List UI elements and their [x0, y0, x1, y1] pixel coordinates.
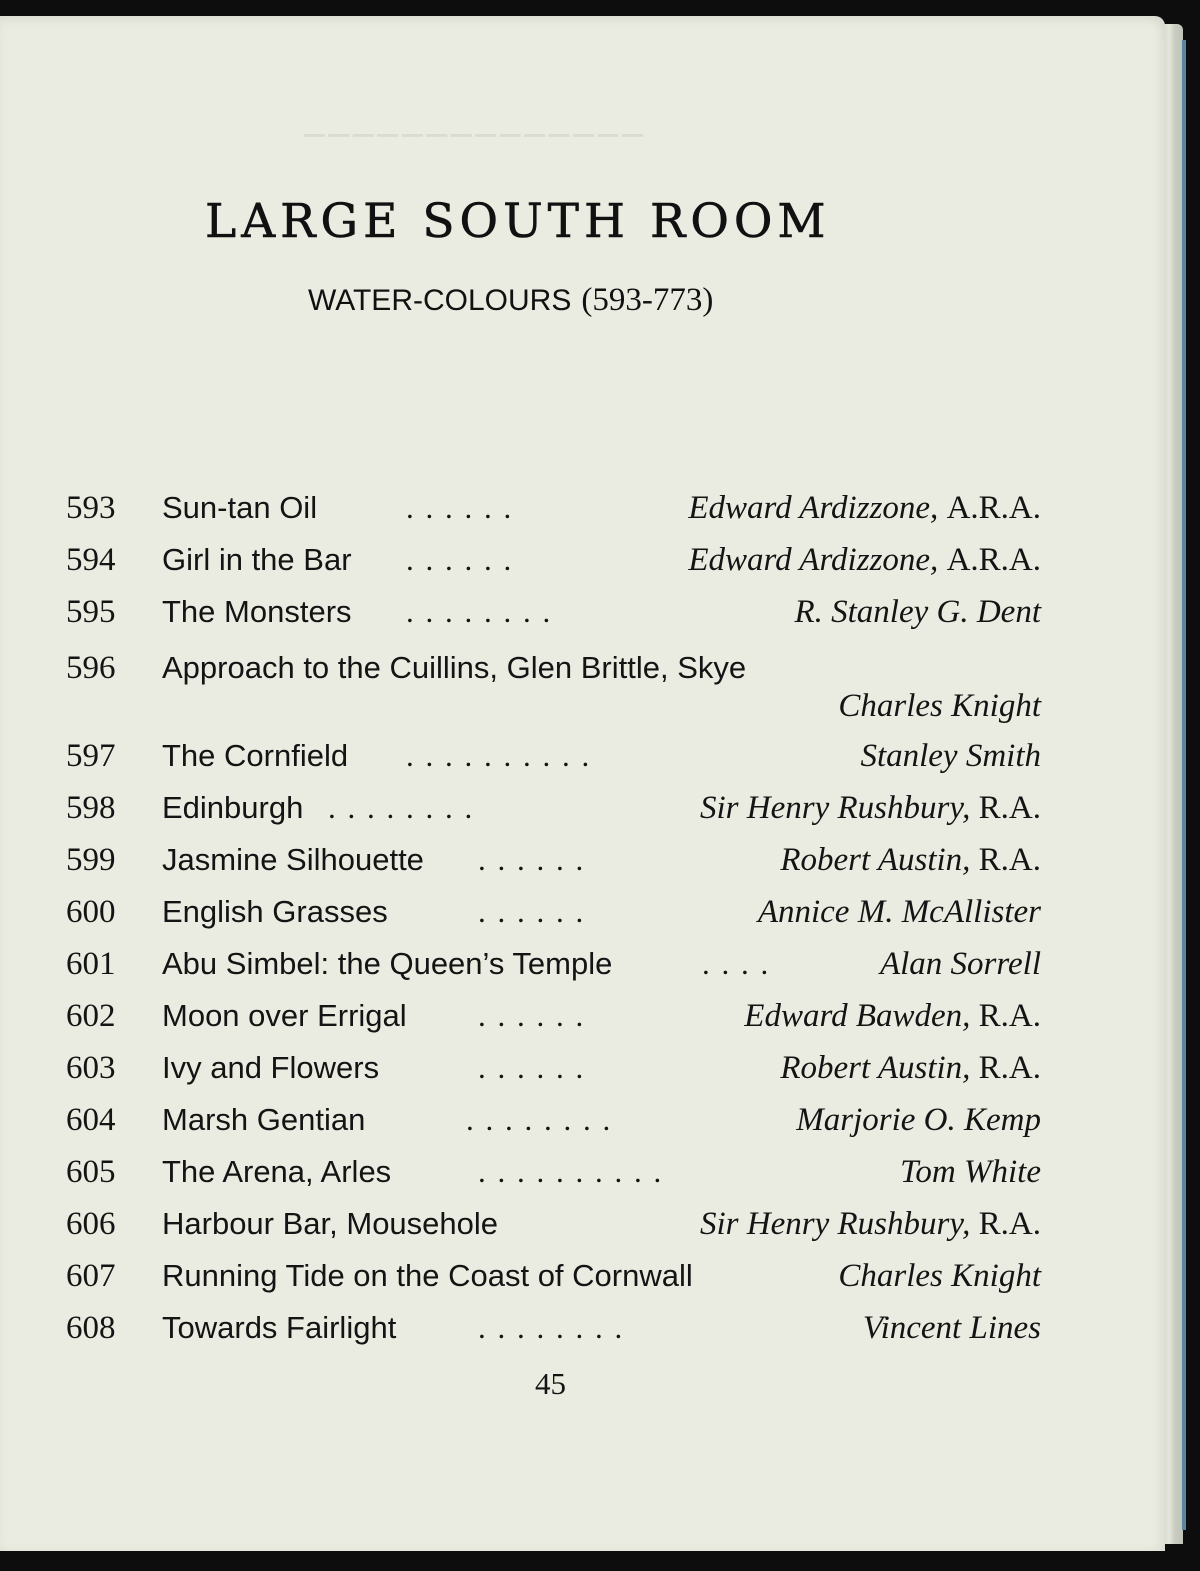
artist-honours: R.A. [978, 1050, 1041, 1086]
leader-dots: . . . . . . . . . . [406, 738, 592, 773]
list-item [66, 650, 1041, 734]
entry-number: 600 [66, 894, 116, 930]
entry-artist [700, 1206, 1041, 1243]
leader-dots: . . . . [702, 946, 771, 981]
entry-number: 594 [66, 542, 116, 578]
entry-title: Edinburgh [162, 790, 304, 825]
entry-number: 607 [66, 1258, 116, 1294]
leader-dots: . . . . . . [478, 894, 586, 929]
entry-number: 598 [66, 790, 116, 826]
list-item [66, 894, 1041, 938]
entry-artist [688, 542, 1041, 579]
entry-artist [880, 946, 1041, 983]
leader-dots: . . . . . . . . [478, 1310, 625, 1345]
list-item [66, 594, 1041, 638]
artist-name: Alan Sorrell [879, 946, 1041, 982]
entry-artist [796, 1102, 1041, 1139]
catalogue-number-range: (593-773) [581, 282, 714, 318]
entry-number: 599 [66, 842, 116, 878]
list-item [66, 1258, 1041, 1302]
page-edge [1163, 24, 1183, 1544]
list-item [66, 738, 1041, 782]
artist-name: Vincent Lines [862, 1310, 1041, 1346]
section-subtitle [308, 282, 713, 319]
list-item [66, 1154, 1041, 1198]
leader-dots: . . . . . . . . [406, 594, 553, 629]
entry-artist [780, 1050, 1041, 1087]
list-item [66, 998, 1041, 1042]
entry-title: Approach to the Cuillins, Glen Brittle, Skye [162, 650, 747, 685]
list-item [66, 1050, 1041, 1094]
artist-name: Edward Ardizzone, [688, 490, 939, 526]
entry-artist [794, 594, 1041, 631]
entry-number: 601 [66, 946, 116, 982]
artist-name: Robert Austin, [780, 1050, 971, 1086]
entry-artist [744, 998, 1041, 1035]
artist-honours: R.A. [978, 790, 1041, 826]
artist-name: Annice M. McAllister [757, 894, 1041, 930]
artist-honours: A.R.A. [946, 542, 1041, 578]
leader-dots: . . . . . . [478, 1050, 586, 1085]
entry-title: Marsh Gentian [162, 1102, 366, 1137]
artist-name: R. Stanley G. Dent [794, 594, 1041, 630]
entry-artist [900, 1154, 1041, 1191]
entry-title: The Cornfield [162, 738, 349, 773]
list-item [66, 1206, 1041, 1250]
artist-name: Edward Bawden, [744, 998, 971, 1034]
page-edge-binding [1182, 40, 1186, 1530]
artist-name: Tom White [900, 1154, 1041, 1190]
list-item [66, 542, 1041, 586]
leader-dots: . . . . . . [478, 998, 586, 1033]
artist-honours: R.A. [978, 842, 1041, 878]
entry-title: English Grasses [162, 894, 388, 929]
artist-name: Robert Austin, [780, 842, 971, 878]
show-through-decoration: ────────────── [300, 116, 643, 156]
artist-name: Stanley Smith [860, 738, 1041, 774]
entry-number: 603 [66, 1050, 116, 1086]
entry-number: 596 [66, 650, 116, 686]
list-item [66, 842, 1041, 886]
entry-artist [700, 790, 1041, 827]
entry-artist [688, 490, 1041, 527]
entry-title: Moon over Errigal [162, 998, 407, 1033]
list-item [66, 946, 1041, 990]
leader-dots: . . . . . . . . [466, 1102, 613, 1137]
entry-title: Girl in the Bar [162, 542, 352, 577]
leader-dots: . . . . . . [478, 842, 586, 877]
entry-number: 597 [66, 738, 116, 774]
entry-title: Jasmine Silhouette [162, 842, 424, 877]
entry-title: The Monsters [162, 594, 352, 629]
entry-number: 602 [66, 998, 116, 1034]
entry-artist [863, 1310, 1041, 1347]
entry-title: Harbour Bar, Mousehole [162, 1206, 499, 1241]
leader-dots: . . . . . . . . [328, 790, 475, 825]
leader-dots: . . . . . . [406, 542, 514, 577]
list-item [66, 1310, 1041, 1354]
entry-title: Sun-tan Oil [162, 490, 318, 525]
entry-number: 595 [66, 594, 116, 630]
artist-honours: R.A. [978, 998, 1041, 1034]
entry-artist: Charles Knight [838, 688, 1041, 724]
artist-name: Sir Henry Rushbury, [700, 790, 971, 826]
entry-title: Towards Fairlight [162, 1310, 397, 1345]
entry-title: Abu Simbel: the Queen’s Temple [162, 946, 613, 981]
artist-name: Charles Knight [838, 1258, 1041, 1294]
artist-name: Edward Ardizzone, [688, 542, 939, 578]
entry-title: Running Tide on the Coast of Cornwall [162, 1258, 693, 1293]
list-item [66, 790, 1041, 834]
artist-name: Marjorie O. Kemp [796, 1102, 1041, 1138]
leader-dots: . . . . . . . . . . [478, 1154, 664, 1189]
entry-number: 605 [66, 1154, 116, 1190]
artist-honours: A.R.A. [946, 490, 1041, 526]
entry-number: 608 [66, 1310, 116, 1346]
entry-title: The Arena, Arles [162, 1154, 392, 1189]
leader-dots: . . . . . . [406, 490, 514, 525]
page-title: LARGE SOUTH ROOM [205, 194, 831, 249]
entry-number: 606 [66, 1206, 116, 1242]
artist-name: Sir Henry Rushbury, [700, 1206, 971, 1242]
page-number: 45 [535, 1366, 566, 1401]
entry-artist [860, 738, 1041, 775]
list-item [66, 1102, 1041, 1146]
entry-number: 604 [66, 1102, 116, 1138]
entry-artist [780, 842, 1041, 879]
subtitle-text: WATER-COLOURS [308, 284, 572, 317]
entry-artist [758, 894, 1041, 931]
entry-number: 593 [66, 490, 116, 526]
entry-artist [838, 1258, 1041, 1295]
list-item [66, 490, 1041, 534]
artist-honours: R.A. [978, 1206, 1041, 1242]
entry-title: Ivy and Flowers [162, 1050, 380, 1085]
